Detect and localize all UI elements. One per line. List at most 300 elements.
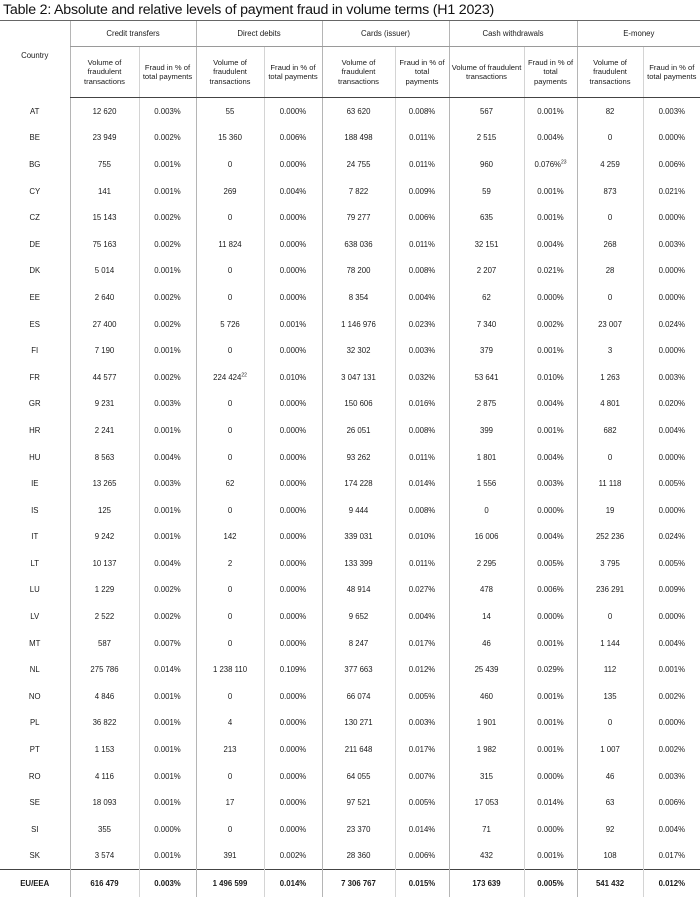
fraud-pct-cell: 0.006%	[524, 577, 577, 604]
volume-cell: 92	[577, 816, 643, 843]
footnote-marker: 23	[561, 159, 567, 165]
fraud-pct-header-cash-withdrawals: Fraud in % of total payments	[524, 47, 577, 98]
volume-cell: 339 031	[322, 524, 395, 551]
fraud-pct-cell: 0.000%	[264, 550, 322, 577]
volume-cell: 173 639	[449, 870, 524, 897]
volume-cell: 432	[449, 843, 524, 870]
fraud-pct-cell: 0.014%	[395, 816, 449, 843]
volume-cell: 24 755	[322, 151, 395, 178]
table-row	[0, 656, 700, 683]
table-row	[0, 843, 700, 870]
volume-cell: 97 521	[322, 789, 395, 816]
volume-cell: 1 146 976	[322, 311, 395, 338]
volume-cell: 460	[449, 683, 524, 710]
fraud-pct-cell: 0.000%	[524, 763, 577, 790]
fraud-pct-cell: 0.000%	[643, 258, 700, 285]
volume-cell: 0	[196, 577, 264, 604]
volume-cell: 2 640	[70, 284, 139, 311]
country-cell: EU/EEA	[0, 870, 70, 897]
fraud-pct-cell: 0.009%	[643, 577, 700, 604]
volume-cell: 1 144	[577, 630, 643, 657]
volume-cell: 377 663	[322, 656, 395, 683]
volume-cell: 211 648	[322, 736, 395, 763]
volume-cell: 112	[577, 656, 643, 683]
table-row	[0, 125, 700, 152]
fraud-pct-cell: 0.003%	[395, 710, 449, 737]
country-cell: NO	[0, 683, 70, 710]
table-row	[0, 550, 700, 577]
volume-cell: 17	[196, 789, 264, 816]
fraud-pct-cell: 0.001%	[139, 683, 196, 710]
fraud-pct-cell: 0.004%	[139, 550, 196, 577]
fraud-pct-cell: 0.004%	[139, 444, 196, 471]
fraud-pct-cell: 0.017%	[395, 630, 449, 657]
volume-cell: 7 822	[322, 178, 395, 205]
fraud-pct-cell: 0.021%	[524, 258, 577, 285]
volume-cell: 28	[577, 258, 643, 285]
volume-cell: 78 200	[322, 258, 395, 285]
volume-cell: 2 241	[70, 417, 139, 444]
fraud-pct-cell: 0.001%	[643, 656, 700, 683]
volume-cell: 1 556	[449, 470, 524, 497]
volume-cell: 0	[449, 497, 524, 524]
fraud-pct-cell: 0.001%	[139, 337, 196, 364]
fraud-pct-cell: 0.011%	[395, 444, 449, 471]
volume-cell: 66 074	[322, 683, 395, 710]
volume-cell: 16 006	[449, 524, 524, 551]
volume-cell: 19	[577, 497, 643, 524]
fraud-pct-cell: 0.006%	[395, 843, 449, 870]
volume-cell: 616 479	[70, 870, 139, 897]
fraud-pct-cell: 0.003%	[643, 98, 700, 125]
fraud-pct-cell: 0.023%	[395, 311, 449, 338]
fraud-pct-cell: 0.001%	[524, 98, 577, 125]
fraud-pct-cell: 0.004%	[524, 231, 577, 258]
table-row	[0, 178, 700, 205]
country-cell: HR	[0, 417, 70, 444]
country-cell: LV	[0, 603, 70, 630]
volume-header-cards: Volume of fraudulent transactions	[322, 47, 395, 98]
fraud-pct-cell: 0.012%	[643, 870, 700, 897]
volume-cell: 379	[449, 337, 524, 364]
volume-cell: 4 116	[70, 763, 139, 790]
country-cell: ES	[0, 311, 70, 338]
fraud-pct-header-e-money: Fraud in % of total payments	[643, 47, 700, 98]
volume-cell: 2 522	[70, 603, 139, 630]
volume-cell: 62	[196, 470, 264, 497]
volume-cell: 17 053	[449, 789, 524, 816]
volume-cell: 0	[577, 603, 643, 630]
table-row	[0, 603, 700, 630]
fraud-pct-cell: 0.001%	[139, 736, 196, 763]
country-cell: EE	[0, 284, 70, 311]
fraud-pct-cell: 0.008%	[395, 497, 449, 524]
fraud-pct-cell: 0.001%	[524, 204, 577, 231]
volume-cell: 4 801	[577, 391, 643, 418]
volume-cell: 9 652	[322, 603, 395, 630]
volume-cell: 587	[70, 630, 139, 657]
fraud-pct-cell: 0.005%	[643, 470, 700, 497]
table-row	[0, 444, 700, 471]
volume-cell: 174 228	[322, 470, 395, 497]
volume-cell: 0	[196, 816, 264, 843]
fraud-pct-cell: 0.002%	[524, 311, 577, 338]
fraud-pct-cell: 0.000%	[264, 736, 322, 763]
volume-cell: 213	[196, 736, 264, 763]
volume-header-e-money: Volume of fraudulent transactions	[577, 47, 643, 98]
volume-cell: 150 606	[322, 391, 395, 418]
volume-cell: 46	[449, 630, 524, 657]
fraud-pct-cell: 0.011%	[395, 231, 449, 258]
volume-cell: 682	[577, 417, 643, 444]
table-row	[0, 710, 700, 737]
fraud-pct-cell: 0.002%	[139, 577, 196, 604]
volume-header-credit-transfers: Volume of fraudulent transactions	[70, 47, 139, 98]
fraud-pct-cell: 0.024%	[643, 311, 700, 338]
group-header-direct-debits: Direct debits	[196, 21, 322, 47]
country-cell: AT	[0, 98, 70, 125]
fraud-pct-cell: 0.006%	[264, 125, 322, 152]
fraud-pct-cell: 0.000%	[524, 603, 577, 630]
volume-cell: 11 824	[196, 231, 264, 258]
fraud-pct-cell: 0.001%	[524, 843, 577, 870]
volume-cell: 0	[196, 204, 264, 231]
fraud-pct-cell: 0.008%	[395, 98, 449, 125]
table-row	[0, 683, 700, 710]
fraud-pct-cell: 0.004%	[395, 603, 449, 630]
fraud-pct-cell: 0.012%	[395, 656, 449, 683]
table-row	[0, 524, 700, 551]
country-cell: BE	[0, 125, 70, 152]
volume-cell: 1 982	[449, 736, 524, 763]
volume-cell: 48 914	[322, 577, 395, 604]
volume-cell: 23 007	[577, 311, 643, 338]
volume-cell: 960	[449, 151, 524, 178]
country-cell: NL	[0, 656, 70, 683]
volume-cell: 7 190	[70, 337, 139, 364]
fraud-pct-cell: 0.000%	[643, 603, 700, 630]
fraud-pct-cell: 0.003%	[524, 470, 577, 497]
fraud-pct-cell: 0.003%	[139, 391, 196, 418]
fraud-pct-cell: 0.001%	[524, 710, 577, 737]
fraud-pct-cell: 0.001%	[264, 311, 322, 338]
volume-cell: 82	[577, 98, 643, 125]
volume-cell: 4	[196, 710, 264, 737]
fraud-pct-cell: 0.006%	[643, 789, 700, 816]
fraud-pct-cell: 0.000%	[524, 284, 577, 311]
fraud-pct-cell: 0.011%	[395, 550, 449, 577]
volume-cell: 7 306 767	[322, 870, 395, 897]
volume-cell: 130 271	[322, 710, 395, 737]
fraud-pct-cell: 0.000%	[264, 630, 322, 657]
fraud-pct-cell: 0.001%	[139, 843, 196, 870]
volume-cell: 1 007	[577, 736, 643, 763]
volume-cell: 269	[196, 178, 264, 205]
fraud-pct-cell: 0.000%	[264, 763, 322, 790]
table-row	[0, 577, 700, 604]
volume-cell: 23 370	[322, 816, 395, 843]
fraud-pct-cell: 0.002%	[139, 311, 196, 338]
country-cell: HU	[0, 444, 70, 471]
volume-cell: 8 247	[322, 630, 395, 657]
volume-cell: 9 444	[322, 497, 395, 524]
volume-cell: 252 236	[577, 524, 643, 551]
fraud-pct-cell: 0.001%	[524, 736, 577, 763]
volume-cell: 315	[449, 763, 524, 790]
volume-cell: 14	[449, 603, 524, 630]
volume-cell: 873	[577, 178, 643, 205]
fraud-pct-cell: 0.002%	[139, 284, 196, 311]
country-cell: LT	[0, 550, 70, 577]
fraud-pct-cell: 0.004%	[524, 391, 577, 418]
fraud-pct-cell: 0.007%	[139, 630, 196, 657]
country-cell: IE	[0, 470, 70, 497]
volume-cell: 635	[449, 204, 524, 231]
volume-cell: 133 399	[322, 550, 395, 577]
volume-cell: 0	[196, 258, 264, 285]
fraud-pct-cell: 0.000%	[264, 258, 322, 285]
fraud-pct-cell: 0.002%	[139, 125, 196, 152]
volume-cell: 26 051	[322, 417, 395, 444]
country-cell: SE	[0, 789, 70, 816]
fraud-pct-cell: 0.002%	[643, 683, 700, 710]
fraud-pct-cell: 0.004%	[524, 125, 577, 152]
fraud-pct-cell: 0.027%	[395, 577, 449, 604]
fraud-pct-cell: 0.000%	[264, 444, 322, 471]
country-cell: FR	[0, 364, 70, 391]
volume-cell: 2 295	[449, 550, 524, 577]
fraud-pct-cell: 0.001%	[139, 763, 196, 790]
volume-cell: 1 801	[449, 444, 524, 471]
volume-cell: 55	[196, 98, 264, 125]
country-cell: CY	[0, 178, 70, 205]
fraud-pct-cell: 0.002%	[139, 231, 196, 258]
volume-cell: 399	[449, 417, 524, 444]
table-row	[0, 763, 700, 790]
fraud-pct-cell: 0.004%	[643, 816, 700, 843]
fraud-pct-cell: 0.003%	[395, 337, 449, 364]
fraud-pct-cell: 0.000%	[264, 789, 322, 816]
volume-cell: 15 360	[196, 125, 264, 152]
country-cell: IT	[0, 524, 70, 551]
fraud-pct-cell: 0.076%$^{23}$	[524, 151, 577, 178]
volume-header-direct-debits: Volume of fraudulent transactions	[196, 47, 264, 98]
fraud-pct-cell: 0.003%	[139, 470, 196, 497]
fraud-pct-cell: 0.000%	[643, 710, 700, 737]
fraud-pct-cell: 0.001%	[524, 417, 577, 444]
fraud-pct-cell: 0.001%	[139, 151, 196, 178]
volume-cell: 541 432	[577, 870, 643, 897]
fraud-pct-cell: 0.014%	[264, 870, 322, 897]
fraud-pct-cell: 0.000%	[643, 497, 700, 524]
country-cell: PT	[0, 736, 70, 763]
fraud-pct-cell: 0.008%	[395, 417, 449, 444]
table-body	[0, 98, 700, 897]
country-cell: PL	[0, 710, 70, 737]
volume-cell: 63	[577, 789, 643, 816]
volume-cell: 11 118	[577, 470, 643, 497]
fraud-pct-cell: 0.005%	[643, 550, 700, 577]
table-row	[0, 497, 700, 524]
volume-cell: 23 949	[70, 125, 139, 152]
volume-cell: 0	[196, 497, 264, 524]
fraud-pct-cell: 0.000%	[643, 284, 700, 311]
fraud-pct-cell: 0.002%	[139, 364, 196, 391]
volume-cell: 63 620	[322, 98, 395, 125]
fraud-pct-cell: 0.000%	[264, 231, 322, 258]
fraud-pct-cell: 0.024%	[643, 524, 700, 551]
volume-cell: 268	[577, 231, 643, 258]
volume-cell: 567	[449, 98, 524, 125]
fraud-pct-cell: 0.000%	[643, 337, 700, 364]
fraud-pct-cell: 0.010%	[395, 524, 449, 551]
volume-cell: 1 153	[70, 736, 139, 763]
fraud-pct-cell: 0.000%	[264, 417, 322, 444]
volume-cell: 15 143	[70, 204, 139, 231]
volume-cell: 224 $424^{22}$	[196, 364, 264, 391]
volume-cell: 25 439	[449, 656, 524, 683]
fraud-pct-cell: 0.003%	[643, 364, 700, 391]
volume-cell: 62	[449, 284, 524, 311]
fraud-pct-cell: 0.003%	[643, 231, 700, 258]
fraud-pct-cell: 0.021%	[643, 178, 700, 205]
fraud-pct-cell: 0.000%	[264, 524, 322, 551]
fraud-pct-cell: 0.010%	[524, 364, 577, 391]
volume-cell: 4 846	[70, 683, 139, 710]
fraud-table	[0, 20, 700, 897]
fraud-pct-cell: 0.004%	[395, 284, 449, 311]
table-row	[0, 311, 700, 338]
volume-cell: 32 151	[449, 231, 524, 258]
table-row	[0, 630, 700, 657]
volume-cell: 0	[196, 683, 264, 710]
volume-cell: 0	[196, 444, 264, 471]
fraud-pct-cell: 0.003%	[139, 870, 196, 897]
fraud-pct-cell: 0.011%	[395, 151, 449, 178]
fraud-pct-cell: 0.005%	[395, 789, 449, 816]
fraud-pct-cell: 0.000%	[643, 444, 700, 471]
volume-cell: 1 229	[70, 577, 139, 604]
fraud-pct-cell: 0.010%	[264, 364, 322, 391]
volume-cell: 355	[70, 816, 139, 843]
fraud-pct-cell: 0.001%	[524, 178, 577, 205]
volume-cell: 0	[577, 284, 643, 311]
fraud-pct-cell: 0.029%	[524, 656, 577, 683]
country-header: Country	[0, 21, 70, 98]
volume-cell: 142	[196, 524, 264, 551]
fraud-pct-cell: 0.001%	[139, 178, 196, 205]
fraud-pct-cell: 0.001%	[139, 417, 196, 444]
table-row	[0, 789, 700, 816]
fraud-pct-cell: 0.000%	[264, 577, 322, 604]
sub-header-row	[0, 47, 700, 98]
total-row	[0, 870, 700, 897]
fraud-pct-cell: 0.009%	[395, 178, 449, 205]
volume-cell: 7 340	[449, 311, 524, 338]
volume-cell: 478	[449, 577, 524, 604]
volume-cell: 638 036	[322, 231, 395, 258]
volume-cell: 125	[70, 497, 139, 524]
country-cell: CZ	[0, 204, 70, 231]
fraud-pct-cell: 0.001%	[139, 258, 196, 285]
fraud-pct-cell: 0.014%	[524, 789, 577, 816]
fraud-pct-cell: 0.000%	[264, 284, 322, 311]
volume-cell: 0	[196, 630, 264, 657]
fraud-pct-cell: 0.005%	[524, 870, 577, 897]
volume-cell: 1 238 110	[196, 656, 264, 683]
volume-cell: 75 163	[70, 231, 139, 258]
fraud-pct-cell: 0.004%	[524, 524, 577, 551]
fraud-pct-cell: 0.016%	[395, 391, 449, 418]
fraud-pct-cell: 0.001%	[139, 710, 196, 737]
fraud-pct-cell: 0.000%	[264, 470, 322, 497]
fraud-pct-header-credit-transfers: Fraud in % of total payments	[139, 47, 196, 98]
volume-header-cash-withdrawals: Volume of fraudulent transactions	[449, 47, 524, 98]
fraud-pct-cell: 0.000%	[264, 816, 322, 843]
fraud-pct-cell: 0.015%	[395, 870, 449, 897]
volume-cell: 93 262	[322, 444, 395, 471]
volume-cell: 135	[577, 683, 643, 710]
fraud-pct-cell: 0.011%	[395, 125, 449, 152]
fraud-pct-cell: 0.000%	[264, 683, 322, 710]
fraud-pct-cell: 0.000%	[264, 710, 322, 737]
fraud-pct-cell: 0.004%	[264, 178, 322, 205]
table-row	[0, 364, 700, 391]
volume-cell: 0	[196, 284, 264, 311]
volume-cell: 10 137	[70, 550, 139, 577]
fraud-pct-cell: 0.000%	[264, 337, 322, 364]
fraud-pct-cell: 0.008%	[395, 258, 449, 285]
volume-cell: 0	[196, 603, 264, 630]
volume-cell: 13 265	[70, 470, 139, 497]
volume-cell: 8 354	[322, 284, 395, 311]
volume-cell: 4 259	[577, 151, 643, 178]
country-cell: RO	[0, 763, 70, 790]
group-header-credit-transfers: Credit transfers	[70, 21, 196, 47]
fraud-pct-cell: 0.014%	[139, 656, 196, 683]
volume-cell: 64 055	[322, 763, 395, 790]
volume-cell: 44 577	[70, 364, 139, 391]
fraud-pct-cell: 0.002%	[643, 736, 700, 763]
country-cell: BG	[0, 151, 70, 178]
fraud-pct-cell: 0.001%	[139, 789, 196, 816]
volume-cell: 2 875	[449, 391, 524, 418]
group-header-e-money: E-money	[577, 21, 700, 47]
volume-cell: 0	[577, 444, 643, 471]
table-row	[0, 391, 700, 418]
fraud-pct-cell: 0.000%	[524, 816, 577, 843]
fraud-pct-cell: 0.000%	[643, 204, 700, 231]
table-row	[0, 417, 700, 444]
fraud-pct-cell: 0.005%	[395, 683, 449, 710]
fraud-pct-cell: 0.002%	[264, 843, 322, 870]
fraud-pct-cell: 0.000%	[264, 98, 322, 125]
fraud-pct-cell: 0.002%	[139, 204, 196, 231]
country-cell: LU	[0, 577, 70, 604]
volume-cell: 236 291	[577, 577, 643, 604]
volume-cell: 0	[196, 763, 264, 790]
volume-cell: 141	[70, 178, 139, 205]
fraud-pct-cell: 0.001%	[524, 337, 577, 364]
volume-cell: 28 360	[322, 843, 395, 870]
volume-cell: 275 786	[70, 656, 139, 683]
country-cell: MT	[0, 630, 70, 657]
table-row	[0, 470, 700, 497]
volume-cell: 3 795	[577, 550, 643, 577]
country-cell: IS	[0, 497, 70, 524]
volume-cell: 1 263	[577, 364, 643, 391]
volume-cell: 2 207	[449, 258, 524, 285]
